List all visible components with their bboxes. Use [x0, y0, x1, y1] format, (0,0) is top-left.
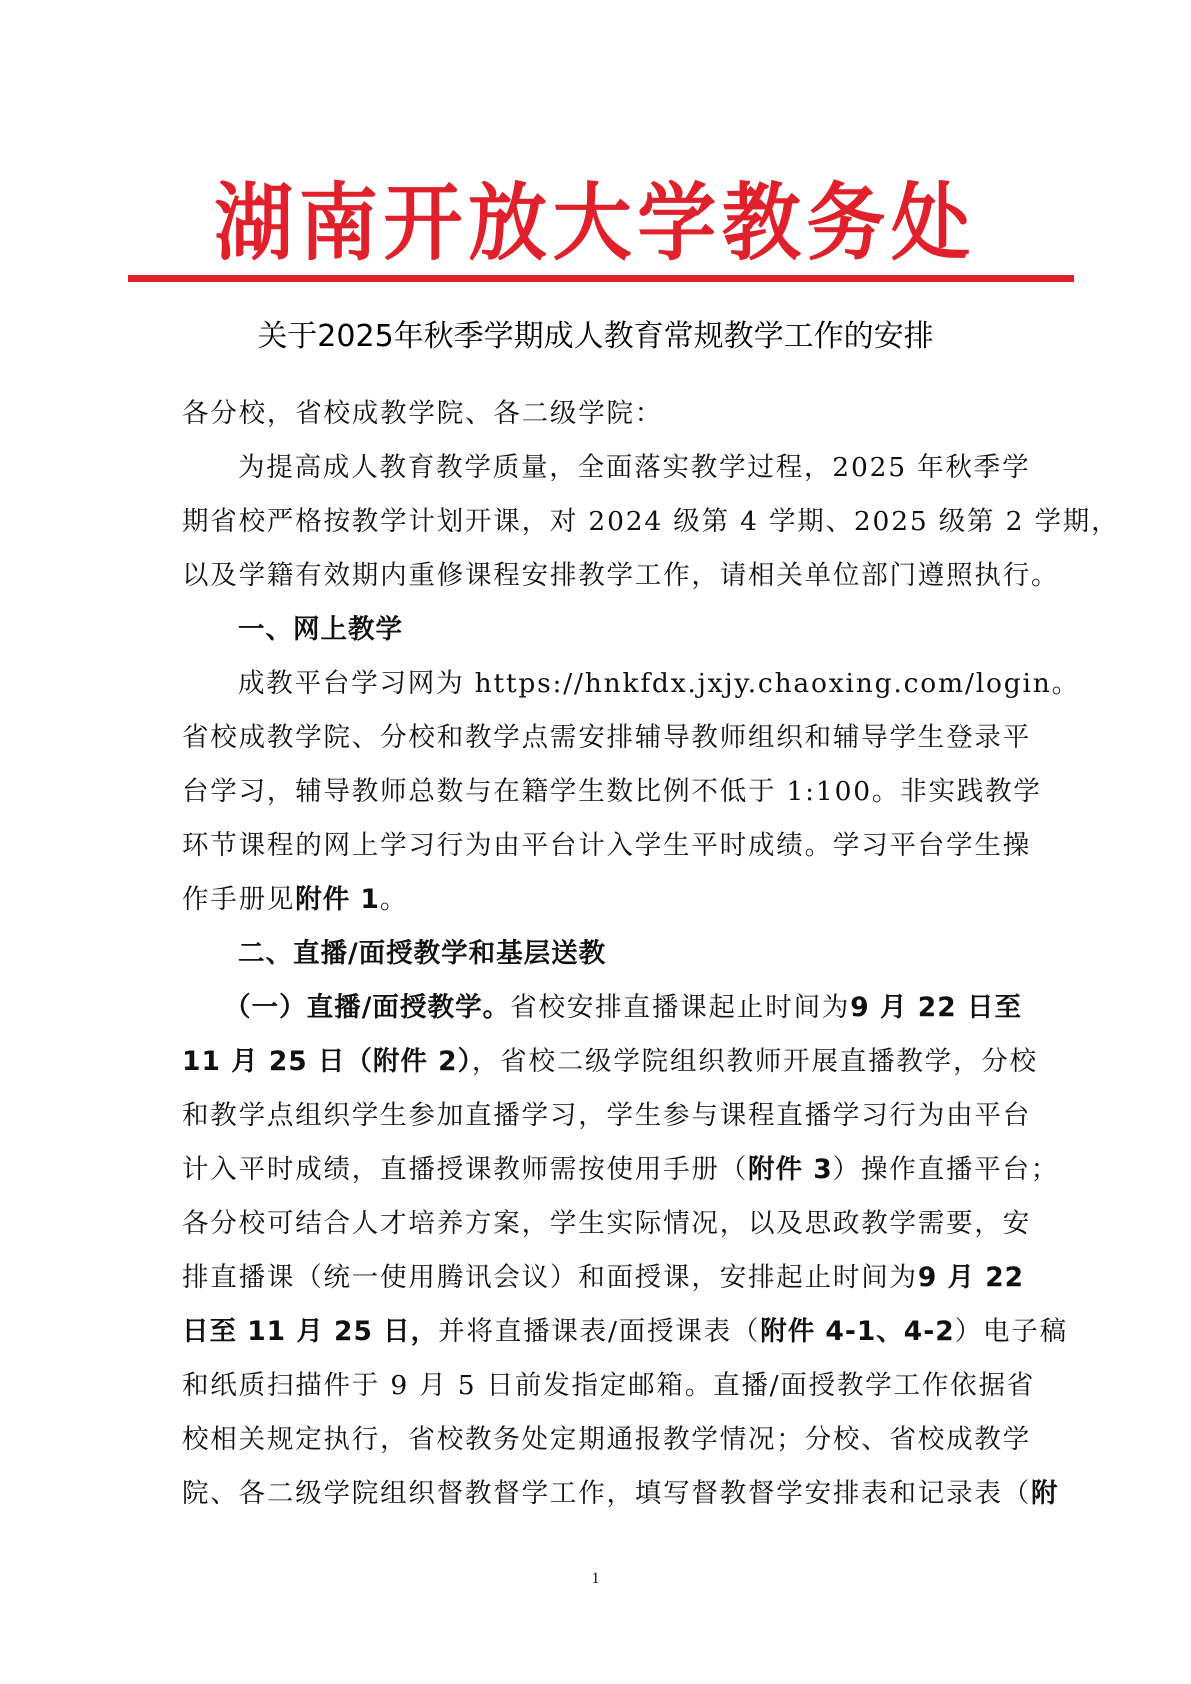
text-run: 并将直播课表/面授课表（ [438, 1316, 761, 1347]
text-run: ，省校二级学院组织教师开展直播教学，分校 [471, 1046, 1038, 1077]
masthead-org-name: 湖南开放大学教务处 [214, 174, 976, 272]
red-divider-line [128, 275, 1074, 282]
text-run: 计入平时成绩，直播授课教师需按使用手册（ [182, 1154, 748, 1185]
text-run: 排直播课（统一使用腾讯会议）和面授课，安排起止时间为 [182, 1262, 918, 1293]
text-run: 。 [379, 884, 409, 915]
document-title: 关于2025年秋季学期成人教育常规教学工作的安排 [257, 319, 934, 354]
document-body [182, 387, 1120, 1521]
paragraph-line [182, 1467, 1059, 1521]
date-range: 11 月 25 日（附件 2） [182, 1046, 472, 1077]
paragraph-line [182, 873, 1022, 927]
paragraph-line: 和纸质扫描件于 9 月 5 日前发指定邮箱。直播/面授教学工作依据省 [182, 1370, 1036, 1401]
intro-line: 期省校严格按教学计划开课，对 2024 级第 4 学期、2025 级第 2 学期， [182, 506, 1120, 537]
attachment-ref: 附件 1 [295, 884, 380, 915]
intro-line: 以及学籍有效期内重修课程安排教学工作，请相关单位部门遵照执行。 [182, 560, 1060, 591]
section-heading-online-teaching: 一、网上教学 [238, 614, 403, 645]
paragraph-line: 省校成教学院、分校和教学点需安排辅导教师组织和辅导学生登录平 [182, 722, 1031, 753]
date-range: 9 月 22 日至 [850, 992, 1022, 1023]
date-range: 9 月 22 [917, 1262, 1025, 1293]
intro-line: 为提高成人教育教学质量，全面落实教学过程，2025 年秋季学 [238, 452, 1031, 483]
paragraph-line: 成教平台学习网为 https://hnkfdx.jxjy.chaoxing.com/login。 [238, 668, 1080, 699]
date-range: 日至 11 月 25 日， [182, 1316, 439, 1347]
subsection-heading: （一）直播/面授教学。 [224, 992, 511, 1023]
paragraph-line: 环节课程的网上学习行为由平台计入学生平时成绩。学习平台学生操 [182, 830, 1031, 861]
section-heading-live-teaching: 二、直播/面授教学和基层送教 [238, 938, 607, 969]
paragraph-line [182, 981, 1022, 1035]
text-run: 省校安排直播课起止时间为 [510, 992, 851, 1023]
salutation: 各分校，省校成教学院、各二级学院： [182, 398, 664, 429]
page-number: 1 [591, 1570, 600, 1587]
paragraph-line: 台学习，辅导教师总数与在籍学生数比例不低于 1:100。非实践教学 [182, 776, 1042, 807]
attachment-ref: 附件 4-1、4-2 [760, 1316, 955, 1347]
text-run: 院、各二级学院组织督教督学工作，填写督教督学安排表和记录表（ [182, 1478, 1031, 1509]
paragraph-line: 和教学点组织学生参加直播学习，学生参与课程直播学习行为由平台 [182, 1100, 1031, 1131]
text-run: ）电子稿 [954, 1316, 1068, 1347]
attachment-ref: 附 [1031, 1478, 1059, 1509]
paragraph-line [182, 1143, 1060, 1197]
paragraph-line: 各分校可结合人才培养方案，学生实际情况，以及思政教学需要，安 [182, 1208, 1031, 1239]
attachment-ref: 附件 3 [748, 1154, 833, 1185]
text-run: 作手册见 [182, 884, 296, 915]
text-run: ）操作直播平台； [832, 1154, 1060, 1185]
paragraph-line [182, 1305, 1068, 1359]
paragraph-line: 校相关规定执行，省校教务处定期通报教学情况；分校、省校成教学 [182, 1424, 1031, 1455]
paragraph-line [182, 1035, 1038, 1089]
paragraph-line [182, 1251, 1025, 1305]
